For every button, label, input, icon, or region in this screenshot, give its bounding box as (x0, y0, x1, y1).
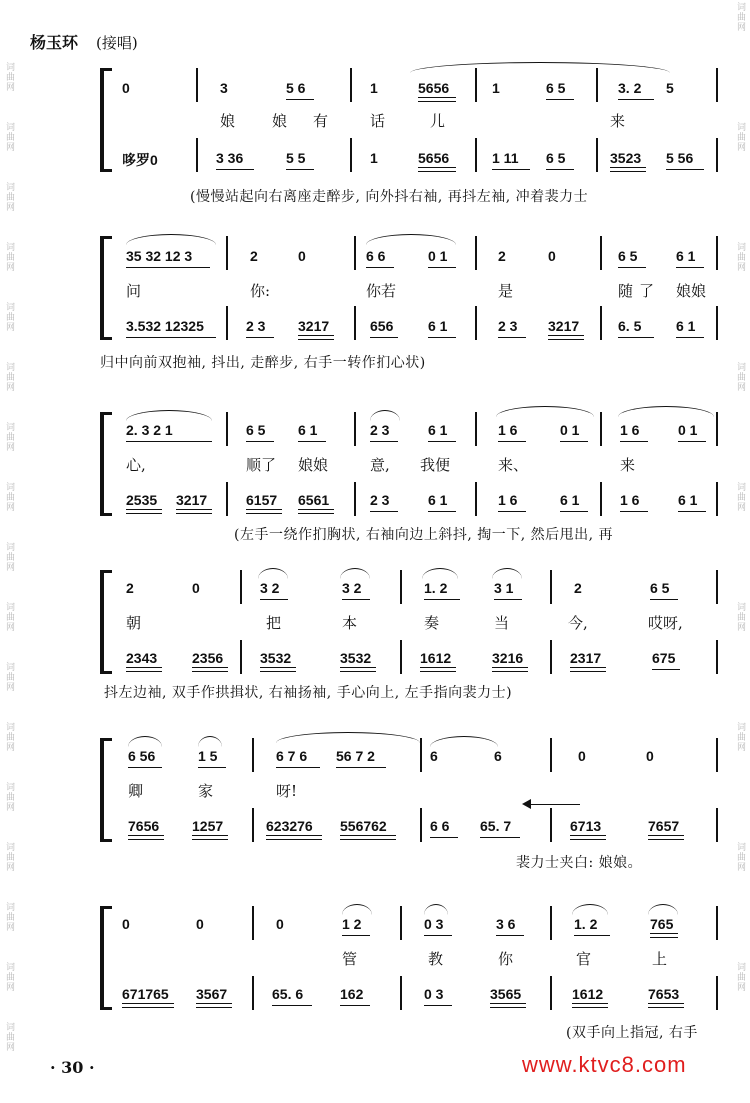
accomp-note: 3216 (492, 650, 524, 666)
stage-direction: (双手向上指冠, 右手 (566, 1025, 698, 1041)
watermark-left-4: 词曲网 (4, 242, 14, 272)
accomp-note: 7653 (648, 986, 680, 1002)
accomp-label: 哆罗0 (122, 152, 158, 168)
accomp-note: 1612 (420, 650, 452, 666)
vocal-note: 0 (548, 248, 556, 264)
vocal-note: 6 7 6 (276, 748, 308, 764)
accomp-note: 2317 (570, 650, 602, 666)
vocal-note: 0 (122, 80, 130, 96)
watermark-left-6: 词曲网 (4, 362, 14, 392)
lyric: 家 (198, 782, 214, 800)
watermark-right-3: 词曲网 (735, 242, 745, 272)
lyric: 心, (126, 456, 146, 474)
spoken-line: 裴力士夹白: 娘娘。 (516, 855, 643, 871)
watermark-right-2: 词曲网 (735, 122, 745, 152)
score-system-3 (100, 408, 720, 520)
vocal-note: 0 1 (560, 422, 580, 438)
lyric: 卿 (128, 782, 144, 800)
accomp-note: 2343 (126, 650, 158, 666)
lyric: 你: (250, 282, 271, 300)
accomp-note: 1 11 (492, 150, 519, 166)
accomp-note: 6 1 (678, 492, 698, 508)
stage-direction: (慢慢站起向右离座走醉步, 向外抖右袖, 再抖左袖, 冲着裴力士 (190, 189, 589, 205)
vocal-note: 0 (196, 916, 204, 932)
accomp-note: 6. 5 (618, 318, 642, 334)
lyric: 来、 (498, 456, 529, 474)
lyric: 你 (498, 950, 514, 968)
accomp-note: 3532 (260, 650, 292, 666)
watermark-left-17: 词曲网 (4, 1022, 14, 1052)
watermark-left-10: 词曲网 (4, 602, 14, 632)
watermark-right-5: 词曲网 (735, 482, 745, 512)
lyric: 上 (652, 950, 668, 968)
watermark-left-1: 词曲网 (4, 62, 14, 92)
accomp-note: 675 (652, 650, 676, 666)
accomp-note: 3.532 12325 (126, 318, 204, 334)
accomp-note: 3532 (340, 650, 372, 666)
vocal-note: 6 (430, 748, 438, 764)
accomp-note: 6157 (246, 492, 278, 508)
vocal-note: 1 (370, 80, 378, 96)
score-system-6 (100, 902, 720, 1014)
vocal-note: 1 6 (620, 422, 640, 438)
watermark-left-14: 词曲网 (4, 842, 14, 872)
accomp-note: 1 6 (498, 492, 518, 508)
score-system-4 (100, 566, 720, 678)
accomp-note: 1612 (572, 986, 604, 1002)
lyric: 当 (494, 614, 510, 632)
score-system-1 (100, 62, 720, 182)
vocal-note: 0 (122, 916, 130, 932)
vocal-note: 2 (498, 248, 506, 264)
lyric: 本 (342, 614, 358, 632)
lyric: 教 (428, 950, 444, 968)
lyric: 管 (342, 950, 358, 968)
score-system-2 (100, 232, 720, 348)
accomp-note: 5 56 (666, 150, 694, 166)
accomp-note: 6 1 (560, 492, 580, 508)
vocal-note: 6 1 (676, 248, 696, 264)
accomp-note: 3217 (176, 492, 208, 508)
watermark-right-8: 词曲网 (735, 842, 745, 872)
accomp-note: 3217 (298, 318, 330, 334)
vocal-note: 0 (298, 248, 306, 264)
watermark-left-3: 词曲网 (4, 182, 14, 212)
vocal-note: 0 (646, 748, 654, 764)
lyric: 儿 (430, 112, 446, 130)
vocal-note: 6 6 (366, 248, 386, 264)
vocal-note: 6 5 (246, 422, 266, 438)
accomp-note: 7657 (648, 818, 680, 834)
lyric: 奏 (424, 614, 440, 632)
vocal-note: 6 5 (546, 80, 566, 96)
accomp-note: 1 6 (620, 492, 640, 508)
lyric: 今, (568, 614, 588, 632)
lyric: 哎呀, (648, 614, 683, 632)
vocal-note: 5656 (418, 80, 450, 96)
accomp-note: 3565 (490, 986, 522, 1002)
vocal-note: 6 56 (128, 748, 156, 764)
vocal-note: 6 5 (650, 580, 670, 596)
accomp-note: 3217 (548, 318, 580, 334)
vocal-note: 1. 2 (424, 580, 448, 596)
vocal-note: 0 1 (428, 248, 448, 264)
vocal-note: 0 1 (678, 422, 698, 438)
role-name: 杨玉环 (30, 33, 79, 52)
accomp-note: 6561 (298, 492, 330, 508)
lyric: 意, (370, 456, 390, 474)
vocal-note: 5 (666, 80, 674, 96)
accomp-note: 7656 (128, 818, 160, 834)
watermark-left-12: 词曲网 (4, 722, 14, 752)
accomp-note: 623276 (266, 818, 313, 834)
lyric: 娘娘 (298, 456, 329, 474)
lyric: 官 (576, 950, 592, 968)
lyric: 话 (370, 112, 386, 130)
vocal-note: 6 (494, 748, 502, 764)
watermark-left-9: 词曲网 (4, 542, 14, 572)
lyric: 问 (126, 282, 142, 300)
accomp-note: 0 3 (424, 986, 444, 1002)
vocal-note: 6 1 (428, 422, 448, 438)
accomp-note: 6 6 (430, 818, 450, 834)
watermark-left-13: 词曲网 (4, 782, 14, 812)
accomp-note: 6713 (570, 818, 602, 834)
lyric: 来 (610, 112, 626, 130)
vocal-note: 1 6 (498, 422, 518, 438)
vocal-note: 0 3 (424, 916, 444, 932)
accomp-note: 6 5 (546, 150, 566, 166)
page-number: · 30 · (50, 1058, 95, 1077)
vocal-note: 0 (578, 748, 586, 764)
vocal-note: 1. 2 (574, 916, 598, 932)
stage-direction: (左手一绕作扪胸状, 右袖向边上斜抖, 掏一下, 然后甩出, 再 (234, 527, 614, 543)
accomp-note: 6 1 (428, 492, 448, 508)
stage-direction: 归中向前双抱袖, 抖出, 走醉步, 右手一转作扪心状) (100, 355, 426, 371)
vocal-note: 1 (492, 80, 500, 96)
watermark-left-8: 词曲网 (4, 482, 14, 512)
accomp-note: 3 36 (216, 150, 244, 166)
watermark-right-1: 词曲网 (735, 2, 745, 32)
accomp-note: 65. 7 (480, 818, 512, 834)
vocal-note: 35 32 12 3 (126, 248, 193, 264)
accomp-note: 3567 (196, 986, 228, 1002)
watermark-right-4: 词曲网 (735, 362, 745, 392)
accomp-note: 2 3 (498, 318, 518, 334)
cue-arrow (524, 804, 580, 805)
vocal-note: 2 (250, 248, 258, 264)
accomp-note: 656 (370, 318, 394, 334)
accomp-note: 1 (370, 150, 378, 166)
lyric: 是 (498, 282, 514, 300)
accomp-note: 671765 (122, 986, 169, 1002)
watermark-right-6: 词曲网 (735, 602, 745, 632)
vocal-note: 0 (276, 916, 284, 932)
lyric: 把 (266, 614, 282, 632)
stage-note: (接唱) (96, 34, 138, 52)
accomp-note: 65. 6 (272, 986, 304, 1002)
watermark-left-11: 词曲网 (4, 662, 14, 692)
watermark-right-9: 词曲网 (735, 962, 745, 992)
vocal-note: 3 2 (342, 580, 362, 596)
watermark-left-16: 词曲网 (4, 962, 14, 992)
vocal-note: 2 3 (370, 422, 390, 438)
watermark-left-15: 词曲网 (4, 902, 14, 932)
lyric: 朝 (126, 614, 142, 632)
lyric: 顺了 (246, 456, 277, 474)
vocal-note: 6 5 (618, 248, 638, 264)
accomp-note: 2 3 (246, 318, 266, 334)
section-header (30, 30, 138, 53)
vocal-note: 3 2 (260, 580, 280, 596)
watermark-right-7: 词曲网 (735, 722, 745, 752)
accomp-note: 3523 (610, 150, 642, 166)
vocal-note: 0 (192, 580, 200, 596)
vocal-note: 5 6 (286, 80, 306, 96)
lyric: 你若 (366, 282, 397, 300)
score-system-5 (100, 734, 720, 846)
accomp-note: 2356 (192, 650, 224, 666)
vocal-note: 765 (650, 916, 674, 932)
vocal-note: 3 (220, 80, 228, 96)
vocal-note: 3. 2 (618, 80, 642, 96)
vocal-note: 2 (126, 580, 134, 596)
lyric: 呀! (276, 782, 298, 800)
site-logo: www.ktvc8.com (522, 1052, 687, 1077)
lyric: 我便 (420, 456, 451, 474)
lyric: 娘有 (272, 112, 355, 130)
vocal-note: 1 2 (342, 916, 362, 932)
vocal-note: 6 1 (298, 422, 318, 438)
lyric: 娘娘 (676, 282, 707, 300)
accomp-note: 1257 (192, 818, 224, 834)
accomp-note: 556762 (340, 818, 387, 834)
lyric: 来 (620, 456, 636, 474)
watermark-left-5: 词曲网 (4, 302, 14, 332)
watermark-left-2: 词曲网 (4, 122, 14, 152)
vocal-note: 56 7 2 (336, 748, 375, 764)
lyric: 娘 (220, 112, 236, 130)
accomp-note: 5 5 (286, 150, 306, 166)
watermark-left-7: 词曲网 (4, 422, 14, 452)
accomp-note: 2 3 (370, 492, 390, 508)
accomp-note: 6 1 (428, 318, 448, 334)
vocal-note: 2 (574, 580, 582, 596)
vocal-note: 3 1 (494, 580, 514, 596)
accomp-note: 6 1 (676, 318, 696, 334)
accomp-note: 5656 (418, 150, 450, 166)
vocal-note: 1 5 (198, 748, 218, 764)
accomp-note: 2535 (126, 492, 158, 508)
vocal-note: 2. 3 2 1 (126, 422, 173, 438)
vocal-note: 3 6 (496, 916, 516, 932)
stage-direction: 抖左边袖, 双手作拱揖状, 右袖扬袖, 手心向上, 左手指向裴力士) (104, 685, 513, 701)
lyric: 随了 (618, 282, 661, 300)
accomp-note: 162 (340, 986, 364, 1002)
